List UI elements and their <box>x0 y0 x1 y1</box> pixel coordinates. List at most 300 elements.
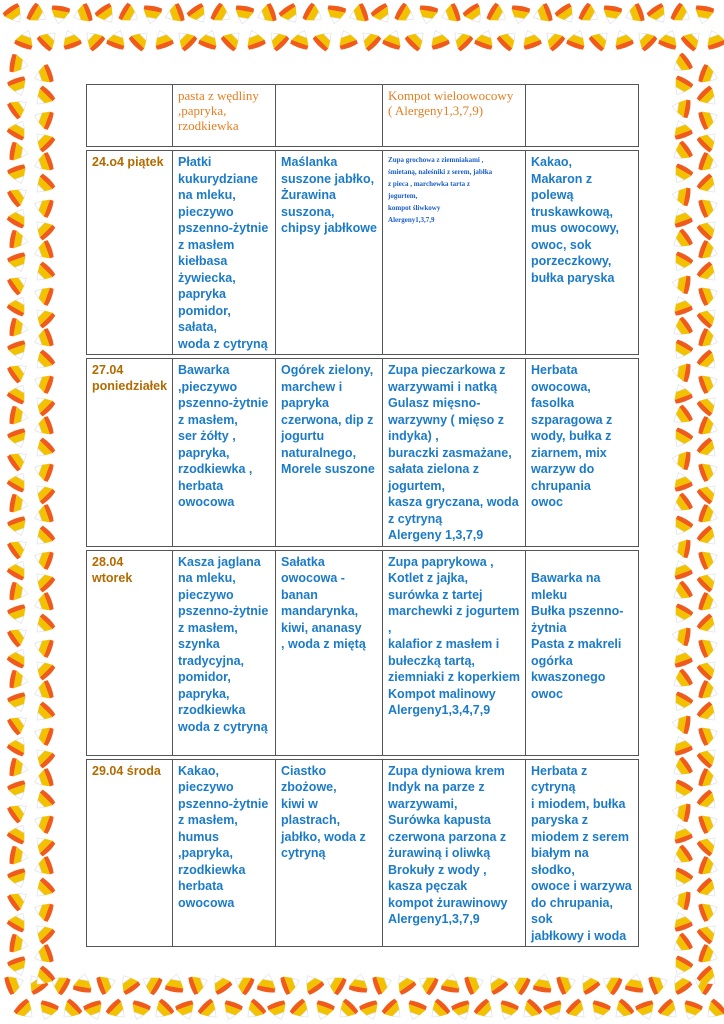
day-label: 27.04 poniedziałek <box>92 363 168 393</box>
lunch-text: Zupa grochowa z ziemniakami , śmietaną, naleśniki z serem, jabłka z pieca , marchewka tarta z jogurtem, kompot śliwkowy Alergeny1,3,7,9 <box>388 156 493 224</box>
candy-corn-icon <box>32 723 55 746</box>
candy-corn-icon <box>151 28 174 51</box>
candy-corn-icon <box>105 998 130 1023</box>
candy-corn-icon <box>7 339 30 362</box>
candy-corn-icon <box>58 998 83 1023</box>
candy-corn-icon <box>31 437 56 462</box>
candy-corn-icon <box>696 525 721 550</box>
candy-corn-icon <box>518 998 543 1023</box>
candy-corn-icon <box>555 972 578 995</box>
candy-corn-icon <box>6 821 31 846</box>
candy-corn-icon <box>533 973 554 994</box>
snack-text: Kakao, Makaron z polewą truskawkową, mus owocowy, owoc, sok porzeczkowy, bułka paryska <box>531 155 620 285</box>
candy-corn-icon <box>696 568 721 593</box>
candy-corn-icon <box>6 711 31 736</box>
top-breakfast-text: pasta z wędliny ,papryka, rzodkiewka <box>178 88 259 133</box>
candy-corn-icon <box>669 492 694 517</box>
candy-corn-icon <box>312 999 335 1022</box>
candy-corn-icon <box>128 999 151 1022</box>
candy-corn-icon <box>697 416 720 439</box>
candy-corn-icon <box>9 230 30 251</box>
second-breakfast-text: Maślanka suszone jabłko, Żurawina suszona, chipsy jabłkowe <box>281 155 377 235</box>
day-cell <box>87 151 173 355</box>
candy-corn-icon <box>6 271 31 296</box>
candy-corn-icon <box>697 64 720 87</box>
candy-corn-icon <box>243 28 266 51</box>
candy-corn-icon <box>7 867 30 890</box>
candy-corn-icon <box>696 216 721 241</box>
candy-corn-icon <box>697 240 720 263</box>
day-label: 24.o4 piątek <box>92 155 164 169</box>
candy-corn-icon <box>49 5 70 26</box>
candy-corn-icon <box>312 27 337 52</box>
candy-corn-icon <box>95 972 118 995</box>
candy-corn-icon <box>6 469 31 494</box>
candy-corn-icon <box>697 944 720 967</box>
candy-corn-icon <box>696 877 721 902</box>
candy-corn-icon <box>669 756 694 781</box>
candy-corn-icon <box>669 339 694 364</box>
candy-corn-icon <box>509 5 530 26</box>
candy-corn-icon <box>670 118 693 141</box>
candy-corn-icon <box>6 557 31 582</box>
candy-corn-icon <box>697 680 720 703</box>
day-row <box>87 359 639 547</box>
candy-corn-icon <box>32 152 55 175</box>
candy-corn-icon <box>610 998 635 1023</box>
candy-corn-icon <box>696 261 721 286</box>
second-breakfast-text: Sałatka owocowa -banan mandarynka, kiwi, ananasy , woda z miętą <box>281 554 366 651</box>
candy-corn-icon <box>31 744 56 769</box>
snack-cell <box>526 550 639 755</box>
candy-corn-icon <box>601 5 622 26</box>
candy-corn-icon <box>680 999 703 1022</box>
snack-cell <box>526 759 639 947</box>
candy-corn-icon <box>31 173 56 198</box>
candy-corn-icon <box>669 228 694 253</box>
candy-corn-icon <box>265 27 290 52</box>
candy-corn-icon <box>697 283 720 306</box>
candy-corn-icon <box>7 427 30 450</box>
candy-corn-icon <box>6 447 31 472</box>
candy-corn-icon <box>669 75 694 100</box>
candy-corn-icon <box>9 406 30 427</box>
day-cell <box>87 550 173 755</box>
candy-corn-icon <box>71 3 94 26</box>
candy-corn-icon <box>31 349 56 374</box>
candy-corn-icon <box>647 972 670 995</box>
candy-corn-icon <box>566 28 589 51</box>
candy-corn-icon <box>31 261 56 286</box>
second-breakfast-text: Ciastko zbożowe, kiwi w plastrach, jabłko, woda z cytryną <box>281 763 366 860</box>
candy-corn-icon <box>697 547 720 570</box>
candy-corn-icon <box>6 95 31 120</box>
candy-corn-icon <box>73 973 94 994</box>
second-breakfast-cell <box>276 151 383 355</box>
candy-corn-icon <box>697 768 720 791</box>
candy-corn-icon <box>702 998 724 1023</box>
candy-corn-icon <box>32 416 55 439</box>
candy-corn-icon <box>588 999 611 1022</box>
candy-corn-icon <box>208 971 233 996</box>
candy-corn-icon <box>9 670 30 691</box>
candy-corn-icon <box>669 140 694 165</box>
candy-corn-icon <box>451 999 474 1022</box>
candy-corn-icon <box>404 999 427 1022</box>
candy-corn-icon <box>220 27 245 52</box>
snack-text: Herbata owocowa, fasolka szparagowa z wody, bułka z ziarnem, mix warzyw do chrupania owoc <box>531 363 613 509</box>
candy-corn-icon <box>625 973 646 994</box>
candy-corn-icon <box>669 668 694 693</box>
candy-corn-icon <box>697 195 720 218</box>
candy-corn-icon <box>14 28 37 51</box>
candy-corn-icon <box>3 972 26 995</box>
candy-corn-icon <box>696 85 721 110</box>
candy-corn-icon <box>696 304 721 329</box>
breakfast-text: Kakao, pieczywo pszenno-żytnie z masłem, humus ,papryka, rzodkiewka herbata owocowa <box>178 763 269 910</box>
candy-corn-icon <box>26 2 51 27</box>
candy-corn-icon <box>671 801 692 822</box>
candy-corn-icon <box>6 205 31 230</box>
breakfast-cell <box>173 151 276 355</box>
breakfast-cell <box>173 550 276 755</box>
candy-corn-icon <box>633 27 658 52</box>
candy-corn-icon <box>289 998 314 1023</box>
candy-corn-icon <box>543 999 566 1022</box>
candy-corn-icon <box>6 799 31 824</box>
menu-table <box>86 84 639 947</box>
candy-corn-icon <box>658 28 681 51</box>
candy-corn-icon <box>696 128 721 153</box>
candy-corn-icon <box>31 789 56 814</box>
lunch-cell <box>383 759 526 947</box>
candy-corn-icon <box>519 28 542 51</box>
candy-corn-icon <box>7 603 30 626</box>
candy-corn-icon <box>6 117 31 142</box>
candy-corn-icon <box>6 733 31 758</box>
candy-corn-icon <box>31 877 56 902</box>
candy-corn-icon <box>696 656 721 681</box>
candy-corn-icon <box>670 734 693 757</box>
breakfast-text: Kasza jaglana na mleku, pieczywo pszenno-żytnie z masłem, szynka tradycyjna, pomidor, papryka, rzodkiewka woda z cytryną <box>178 554 269 734</box>
candy-corn-icon <box>670 206 693 229</box>
candy-corn-icon <box>128 27 153 52</box>
day-label: 29.04 środa <box>92 763 161 778</box>
candy-corn-icon <box>671 273 692 294</box>
candy-corn-icon <box>173 27 198 52</box>
candy-corn-icon <box>325 5 346 26</box>
candy-corn-icon <box>646 2 671 27</box>
breakfast-cell <box>173 759 276 947</box>
candy-corn-icon <box>9 142 30 163</box>
candy-corn-icon <box>670 2 695 27</box>
candy-corn-icon <box>696 744 721 769</box>
candy-corn-icon <box>175 999 198 1022</box>
candy-corn-icon <box>7 163 30 186</box>
candy-corn-icon <box>349 973 370 994</box>
candy-corn-icon <box>31 128 56 153</box>
candy-corn-icon <box>696 392 721 417</box>
candy-corn-icon <box>13 998 38 1023</box>
day-row <box>87 550 639 755</box>
candy-corn-icon <box>231 971 256 996</box>
candy-corn-icon <box>36 27 61 52</box>
candy-corn-icon <box>83 999 106 1022</box>
candy-corn-icon <box>370 2 395 27</box>
candy-corn-icon <box>9 54 30 75</box>
candy-corn-icon <box>32 328 55 351</box>
candy-corn-icon <box>669 404 694 429</box>
candy-corn-icon <box>669 955 694 980</box>
candy-corn-icon <box>7 691 30 714</box>
candy-corn-icon <box>9 494 30 515</box>
candy-corn-icon <box>474 28 497 51</box>
candy-corn-icon <box>6 887 31 912</box>
candy-corn-icon <box>9 758 30 779</box>
candy-corn-icon <box>668 971 693 996</box>
candy-corn-icon <box>347 3 370 26</box>
top-row <box>87 85 639 147</box>
candy-corn-icon <box>32 459 55 482</box>
candy-corn-icon <box>671 889 692 910</box>
candy-corn-icon <box>404 27 429 52</box>
candy-corn-icon <box>496 27 521 52</box>
candy-corn-icon <box>531 3 554 26</box>
candy-corn-icon <box>278 2 303 27</box>
candy-corn-icon <box>669 867 694 892</box>
candy-corn-icon <box>6 909 31 934</box>
candy-corn-icon <box>696 173 721 198</box>
candy-corn-icon <box>233 5 254 26</box>
candy-corn-icon <box>671 713 692 734</box>
candy-corn-icon <box>32 64 55 87</box>
candy-corn-icon <box>680 27 705 52</box>
candy-corn-icon <box>81 27 106 52</box>
candy-corn-icon <box>669 932 694 957</box>
candy-corn-icon <box>696 613 721 638</box>
candy-corn-icon <box>392 971 417 996</box>
candy-corn-icon <box>357 27 382 52</box>
candy-corn-icon <box>32 195 55 218</box>
candy-corn-icon <box>484 971 509 996</box>
candy-corn-icon <box>669 844 694 869</box>
candy-corn-icon <box>31 216 56 241</box>
candy-corn-icon <box>697 107 720 130</box>
candy-corn-icon <box>31 701 56 726</box>
candy-corn-icon <box>32 635 55 658</box>
candy-corn-icon <box>6 381 31 406</box>
breakfast-text: Płatki kukurydziane na mleku, pieczywo pszenno-żytnie z masłem kiełbasa żywiecka, papryka pomidor, sałata, woda z cytryną <box>178 155 269 351</box>
candy-corn-icon <box>696 437 721 462</box>
candy-corn-icon <box>31 613 56 638</box>
second-breakfast-cell <box>276 359 383 547</box>
top-cell-second-breakfast <box>276 85 383 147</box>
second-breakfast-text: Ogórek zielony, marchew i papryka czerwona, dip z jogurtu naturalnego, Morele suszone <box>281 363 375 476</box>
candy-corn-icon <box>116 971 141 996</box>
candy-corn-icon <box>323 971 348 996</box>
candy-corn-icon <box>255 3 278 26</box>
candy-corn-icon <box>669 163 694 188</box>
candy-corn-icon <box>670 382 693 405</box>
breakfast-cell <box>173 359 276 547</box>
candy-corn-icon <box>32 283 55 306</box>
candy-corn-icon <box>9 846 30 867</box>
candy-corn-icon <box>696 480 721 505</box>
candy-corn-icon <box>32 107 55 130</box>
candy-corn-icon <box>6 359 31 384</box>
candy-corn-icon <box>257 973 278 994</box>
day-row <box>87 151 639 355</box>
candy-corn-icon <box>31 920 56 945</box>
lunch-text: Zupa paprykowa , Kotlet z jajka, surówka z tartej marchewki z jogurtem , kalafior z masłem i bułeczką tartą, ziemniaki z koperkiem Kompot malinowy Alergeny1,3,4,7,9 <box>388 554 521 717</box>
candy-corn-icon <box>669 52 694 77</box>
candy-corn-icon <box>697 152 720 175</box>
candy-corn-icon <box>32 504 55 527</box>
candy-corn-icon <box>334 998 359 1023</box>
candy-corn-icon <box>697 592 720 615</box>
candy-corn-icon <box>696 920 721 945</box>
snack-text: Bawarka na mleku Bułka pszenno- żytnia Pasta z makreli ogórka kwaszonego owoc <box>531 571 624 701</box>
candy-corn-icon <box>371 972 394 995</box>
candy-corn-icon <box>9 934 30 955</box>
candy-corn-icon <box>302 2 327 27</box>
candy-corn-icon <box>703 28 724 51</box>
candy-corn-icon <box>671 361 692 382</box>
candy-corn-icon <box>59 28 82 51</box>
candy-corn-icon <box>696 832 721 857</box>
candy-corn-icon <box>463 972 486 995</box>
lunch-cell <box>383 151 526 355</box>
candy-corn-icon <box>359 999 382 1022</box>
candy-corn-icon <box>6 623 31 648</box>
candy-corn-icon <box>599 971 624 996</box>
candy-corn-icon <box>32 547 55 570</box>
candy-corn-icon <box>623 3 646 26</box>
candy-corn-icon <box>267 999 290 1022</box>
candy-corn-icon <box>94 2 119 27</box>
candy-corn-icon <box>32 240 55 263</box>
top-lunch-text: Kompot wieloowocowy ( Alergeny1,3,7,9) <box>388 88 514 118</box>
candy-corn-icon <box>141 5 162 26</box>
lunch-text: Zupa pieczarkowa z warzywami i natką Gulasz mięsno- warzywny ( mięso z indyka) , buraczki zasmażane, sałata zielona z jogurtem, kasza gryczana, woda z cytryną Alergeny 1,3,7,9 <box>388 363 519 542</box>
snack-cell <box>526 359 639 547</box>
candy-corn-icon <box>290 28 313 51</box>
second-breakfast-cell <box>276 759 383 947</box>
candy-corn-icon <box>671 97 692 118</box>
candy-corn-icon <box>31 304 56 329</box>
candy-corn-icon <box>697 459 720 482</box>
candy-corn-icon <box>697 504 720 527</box>
lunch-cell <box>383 550 526 755</box>
candy-corn-icon <box>669 251 694 276</box>
candy-corn-icon <box>486 2 511 27</box>
candy-corn-icon <box>693 5 714 26</box>
candy-corn-icon <box>31 656 56 681</box>
candy-corn-icon <box>415 971 440 996</box>
candy-corn-icon <box>382 28 405 51</box>
breakfast-text: Bawarka ,pieczywo pszenno-żytnie z masłem, ser żółty , papryka, rzodkiewka , herbata owocowa <box>178 363 269 509</box>
top-cell-day <box>87 85 173 147</box>
candy-corn-icon <box>300 971 325 996</box>
candy-corn-icon <box>165 973 186 994</box>
candy-corn-icon <box>611 28 634 51</box>
candy-corn-icon <box>670 558 693 581</box>
candy-corn-icon <box>394 2 419 27</box>
candy-corn-icon <box>670 822 693 845</box>
candy-corn-icon <box>198 28 221 51</box>
candy-corn-icon <box>32 768 55 791</box>
candy-corn-icon <box>669 316 694 341</box>
candy-corn-icon <box>36 999 59 1022</box>
candy-corn-icon <box>670 910 693 933</box>
day-row <box>87 759 639 947</box>
candy-corn-icon <box>7 955 30 978</box>
candy-corn-icon <box>197 998 222 1023</box>
candy-corn-icon <box>697 856 720 879</box>
candy-corn-icon <box>541 27 566 52</box>
candy-corn-icon <box>31 480 56 505</box>
candy-corn-icon <box>31 85 56 110</box>
candy-corn-icon <box>31 568 56 593</box>
candy-corn-icon <box>439 3 462 26</box>
candy-corn-icon <box>31 392 56 417</box>
candy-corn-icon <box>578 2 603 27</box>
candy-corn-icon <box>32 899 55 922</box>
candy-corn-icon <box>6 183 31 208</box>
candy-corn-icon <box>32 592 55 615</box>
candy-corn-icon <box>669 779 694 804</box>
candy-corn-icon <box>7 251 30 274</box>
day-cell <box>87 759 173 947</box>
candy-corn-icon <box>427 28 450 51</box>
candy-corn-icon <box>9 318 30 339</box>
candy-corn-icon <box>635 999 658 1022</box>
candy-corn-icon <box>186 2 211 27</box>
candy-corn-icon <box>669 603 694 628</box>
candy-corn-icon <box>242 998 267 1023</box>
candy-corn-icon <box>417 5 438 26</box>
candy-corn-icon <box>210 2 235 27</box>
candy-corn-icon <box>6 645 31 670</box>
candy-corn-icon <box>576 971 601 996</box>
candy-corn-icon <box>7 515 30 538</box>
candy-corn-icon <box>441 973 462 994</box>
candy-corn-icon <box>462 2 487 27</box>
candy-corn-icon <box>7 75 30 98</box>
snack-cell <box>526 151 639 355</box>
candy-corn-icon <box>588 27 613 52</box>
lunch-text: Zupa dyniowa krem Indyk na parze z warzywami, Surówka kapusta czerwona parzona z żurawiną i oliwką Brokuły z wody , kasza pęczak kompot żurawinowy Alergeny1,3,7,9 <box>388 763 508 926</box>
candy-corn-icon <box>697 635 720 658</box>
day-cell <box>87 359 173 547</box>
candy-corn-icon <box>669 515 694 540</box>
candy-corn-icon <box>669 691 694 716</box>
candy-corn-icon <box>507 971 532 996</box>
candy-corn-icon <box>671 625 692 646</box>
candy-corn-icon <box>565 998 590 1023</box>
candy-corn-icon <box>381 998 406 1023</box>
candy-corn-icon <box>670 646 693 669</box>
candy-corn-icon <box>669 427 694 452</box>
candy-corn-icon <box>2 2 27 27</box>
top-cell-breakfast <box>173 85 276 147</box>
candy-corn-icon <box>6 535 31 560</box>
top-cell-snack <box>526 85 639 147</box>
candy-corn-icon <box>32 856 55 879</box>
candy-corn-icon <box>697 723 720 746</box>
second-breakfast-cell <box>276 550 383 755</box>
candy-corn-icon <box>9 582 30 603</box>
